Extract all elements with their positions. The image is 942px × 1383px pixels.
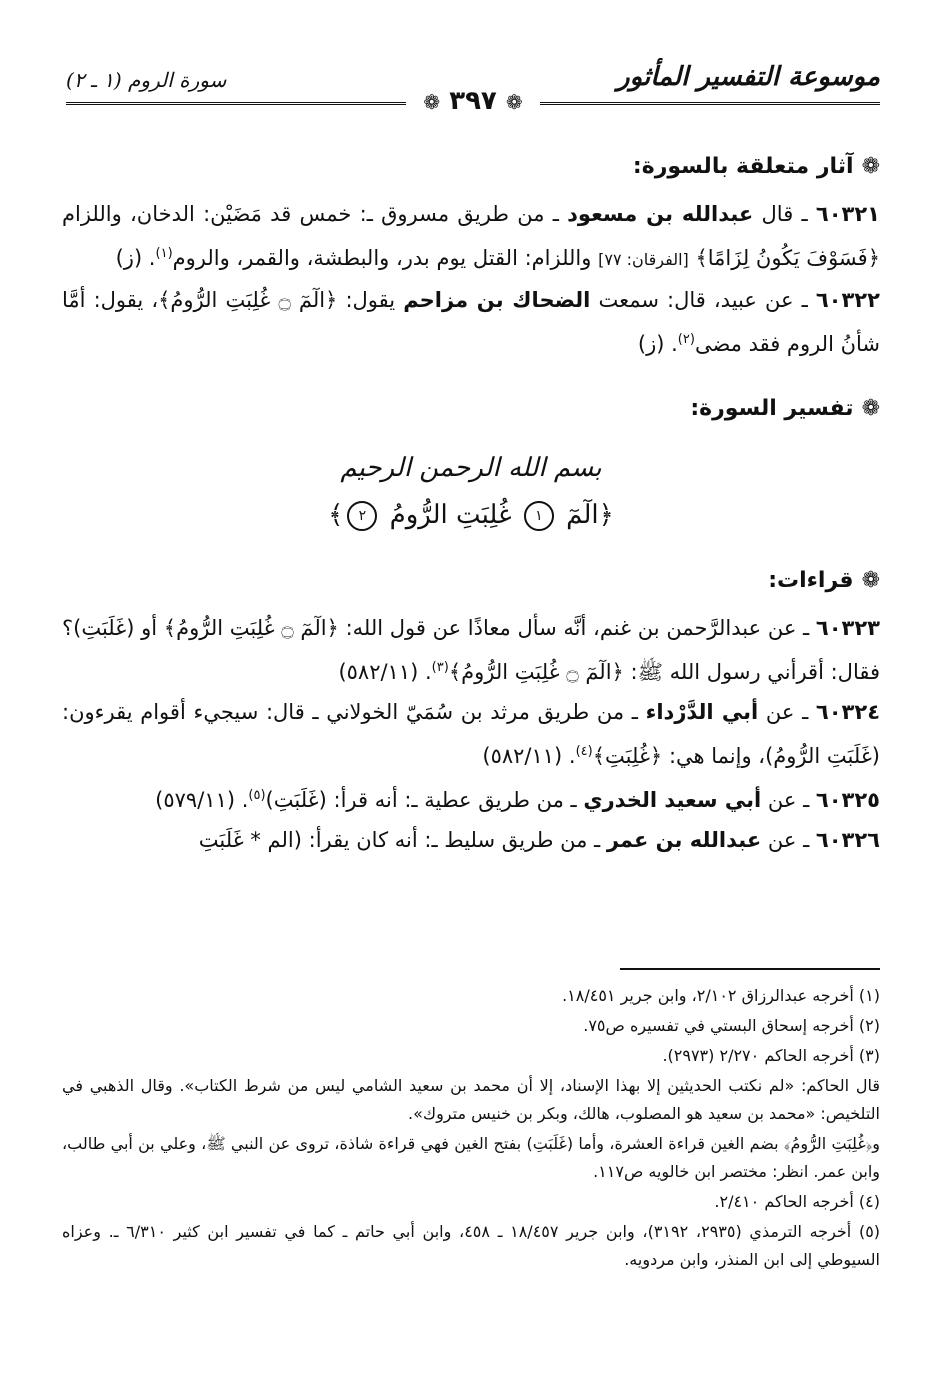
footnote-marker: (١) <box>155 246 173 261</box>
verse-number-marker: ٢ <box>347 501 377 531</box>
basmala: بسم الله الرحمن الرحيم <box>340 453 602 483</box>
quran-quote: ﴿الٓمٓ ۝ غُلِبَتِ الرُّومُ﴾ <box>448 660 624 684</box>
quran-quote: ﴿غُلِبَتِ﴾ <box>592 744 663 768</box>
ornament-icon: ❁ <box>423 90 441 114</box>
footnotes <box>62 982 880 1276</box>
section-heading-qiraat: ❁قراءات: <box>768 568 880 593</box>
verse-number-marker: ١ <box>524 501 554 531</box>
page-body <box>62 150 880 860</box>
footnote: (٤) أخرجه الحاكم ٢/٤١٠. <box>714 1192 880 1211</box>
quran-quote: ﴿الٓمٓ ۝ غُلِبَتِ الرُّومُ﴾ <box>158 288 338 312</box>
quran-verse: ﴿الٓمٓ ١ غُلِبَتِ الرُّومُ ٢﴾ <box>328 500 614 530</box>
ornament-icon: ❁ <box>505 90 523 114</box>
header-rule-left <box>66 102 406 105</box>
footnote-marker: (٤) <box>575 744 593 759</box>
book-title: موسوعة التفسير المأثور <box>617 62 880 92</box>
surah-label: سورة الروم (١ ـ ٢) <box>66 68 227 92</box>
flower-icon: ❁ <box>861 568 880 593</box>
entry-60323: ٦٠٣٢٣ ـ عن عبدالرَّحمن بن غنم، أنَّه سأل معاذًا عن قول الله: ﴿الٓمٓ ۝ غُلِبَتِ الرُّومُ﴾ أو (غَلَبَتِ)؟ فقال: أقرأني رسول الله ﷺ: ﴿الٓمٓ ۝ غُلِبَتِ الرُّومُ﴾$^{(٣)}$. (٥٨٢/١١) <box>62 616 880 684</box>
verse-reference: [الفرقان: ٧٧] <box>598 250 689 269</box>
footnote: و﴿غُلِبَتِ الرُّومُ﴾ بضم الغين قراءة العشرة، وأما (غَلَبَتِ) بفتح الغين فهي قراءة شاذة، تروى عن النبي ﷺ، وعلي بن أبي طالب، وابن عمر. انظر: مختصر ابن خالويه ص١١٧. <box>62 1134 880 1181</box>
entry-60322: ٦٠٣٢٢ ـ عن عبيد، قال: سمعت الضحاك بن مزاحم يقول: ﴿الٓمٓ ۝ غُلِبَتِ الرُّومُ﴾، يقول: أمَّا شأنُ الروم فقد مضى$^{(٢)}$. (ز) <box>62 288 880 356</box>
section-heading-athar: ❁آثار متعلقة بالسورة: <box>632 154 880 179</box>
page-header <box>66 58 880 118</box>
footnote-marker: (٣) <box>431 660 449 675</box>
footnote: (١) أخرجه عبدالرزاق ٢/١٠٢، وابن جرير ١٨/٤٥١. <box>562 986 880 1005</box>
entry-60325: ٦٠٣٢٥ ـ عن أبي سعيد الخدري ـ من طريق عطية ـ: أنه قرأ: (غَلَبَتِ)$^{(٥)}$. (٥٧٩/١١) <box>155 788 880 812</box>
quran-quote: ﴿الٓمٓ ۝ غُلِبَتِ الرُّومُ﴾ <box>163 616 339 640</box>
page-number: ٣٩٧ <box>449 86 497 116</box>
page-number-block <box>423 86 522 116</box>
flower-icon: ❁ <box>861 154 880 179</box>
flower-icon: ❁ <box>861 396 880 421</box>
quran-quote: ﴿فَسَوْفَ يَكُونُ لِزَامًا﴾ <box>695 246 880 270</box>
footnote-marker: (٥) <box>248 788 266 803</box>
entry-60324: ٦٠٣٢٤ ـ عن أبي الدَّرْداء ـ من طريق مرثد بن سُمَيّ الخولاني ـ قال: سيجيء أقوام يقرءون: (غَلَبَتِ الرُّومُ)، وإنما هي: ﴿غُلِبَتِ﴾$^{(٤)}$. (٥٨٢/١١) <box>62 700 881 768</box>
footnote-separator <box>620 968 880 970</box>
footnote: (٢) أخرجه إسحاق البستي في تفسيره ص٧٥. <box>583 1016 880 1035</box>
header-rule-right <box>540 102 880 105</box>
footnote: (٣) أخرجه الحاكم ٢/٢٧٠ (٢٩٧٣). <box>662 1046 880 1065</box>
entry-60326: ٦٠٣٢٦ ـ عن عبدالله بن عمر ـ من طريق سليط ـ: أنه كان يقرأ: (الم * غَلَبَتِ <box>198 828 880 852</box>
footnote: (٥) أخرجه الترمذي (٢٩٣٥، ٣١٩٢)، وابن جرير ١٨/٤٥٧ ـ ٤٥٨، وابن أبي حاتم ـ كما في تفسير ابن كثير ٦/٣١٠ ـ. وعزاه السيوطي إلى ابن المنذر، وابن مردويه. <box>62 1222 881 1269</box>
footnote-marker: (٢) <box>677 332 695 347</box>
section-heading-tafsir: ❁تفسير السورة: <box>690 396 880 421</box>
footnote: قال الحاكم: «لم نكتب الحديثين إلا بهذا الإسناد، إلا أن محمد بن سعيد الشامي ليس من شرط الكتاب». وقال الذهبي في التلخيص: «محمد بن سعيد هو المصلوب، هالك، وبكر بن خنيس متروك». <box>62 1076 880 1123</box>
entry-60321: ٦٠٣٢١ ـ قال عبدالله بن مسعود ـ من طريق مسروق ـ: خمس قد مَضَيْن: الدخان، واللزام ﴿فَسَوْفَ يَكُونُ لِزَامًا﴾ [الفرقان: ٧٧] واللزام: القتل يوم بدر، والبطشة، والقمر، والروم$^{(١)}$. (ز) <box>62 202 880 270</box>
